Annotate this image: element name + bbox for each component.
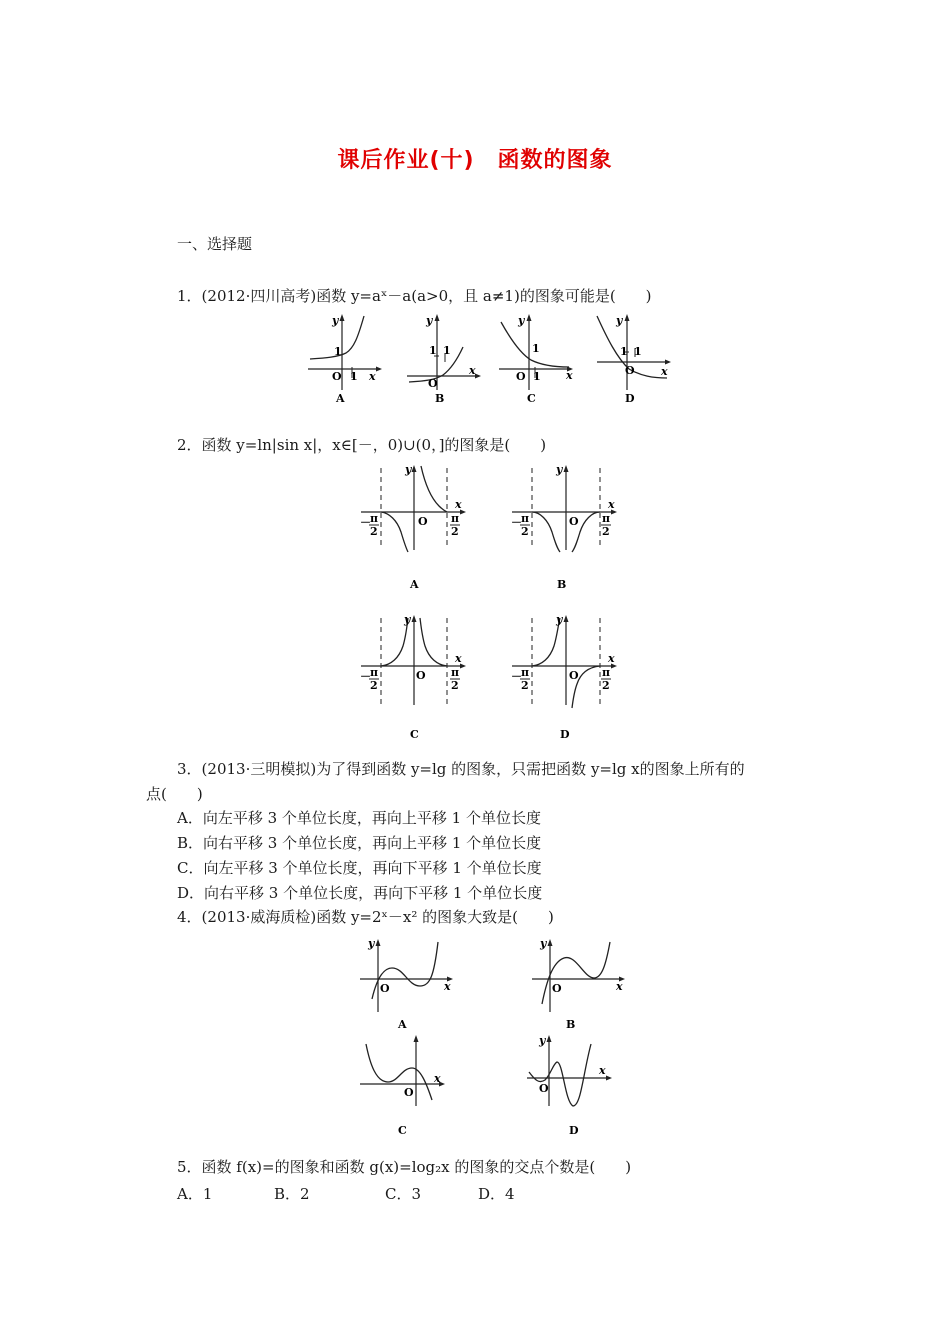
origin-label: O — [428, 377, 438, 390]
q1-graph-c — [497, 312, 577, 407]
option-label-b: B — [435, 392, 445, 405]
y-axis-label: y — [368, 937, 375, 950]
q1-graph-b — [405, 312, 485, 407]
page-title: 课后作业(十) 函数的图象 — [337, 148, 613, 173]
x-axis-label: x — [608, 652, 615, 665]
q5-option-a: A．1 — [177, 1185, 213, 1203]
pi-label: π — [521, 666, 530, 679]
q1-graph-d — [595, 312, 675, 407]
option-label-d: D — [560, 728, 570, 741]
two-label: 2 — [521, 525, 529, 538]
q3-option-c: C．向左平移 3 个单位长度，再向下平移 1 个单位长度 — [177, 859, 542, 877]
y-axis-label: y — [426, 314, 433, 327]
x-axis-label: x — [444, 980, 451, 993]
q3-option-a: A．向左平移 3 个单位长度，再向上平移 1 个单位长度 — [177, 809, 541, 827]
origin-label: O — [569, 515, 579, 528]
origin-label: O — [416, 669, 426, 682]
x-axis-label: x — [616, 980, 623, 993]
y-axis-label: y — [404, 613, 411, 626]
question-4: 4．(2013·威海质检)函数 y=2ˣ－x² 的图象大致是( ) — [177, 908, 554, 926]
q4-graph-d — [525, 1034, 625, 1137]
origin-label: O — [332, 370, 342, 383]
q2-graph-b — [502, 460, 622, 595]
two-label: 2 — [602, 679, 610, 692]
section-heading: 一、选择题 — [177, 235, 253, 253]
y-axis-label: y — [616, 314, 623, 327]
x-axis-label: x — [455, 498, 462, 511]
x-axis-label: x — [455, 652, 462, 665]
q3-option-d: D．向右平移 3 个单位长度，再向下平移 1 个单位长度 — [177, 884, 543, 902]
tick-label: 1 — [532, 342, 540, 355]
origin-label: O — [380, 982, 390, 995]
origin-label: O — [418, 515, 428, 528]
q3-option-b: B．向右平移 3 个单位长度，再向上平移 1 个单位长度 — [177, 834, 542, 852]
option-label-c: C — [410, 728, 419, 741]
q5-option-c: C．3 — [385, 1185, 422, 1203]
q2-graph-d — [502, 610, 622, 745]
y-axis-label: y — [332, 314, 339, 327]
q5-option-b: B．2 — [274, 1185, 310, 1203]
x-axis-label: x — [608, 498, 615, 511]
option-label-b: B — [566, 1018, 576, 1031]
two-label: 2 — [370, 679, 378, 692]
q4-graph-c — [358, 1034, 458, 1137]
origin-label: O — [516, 370, 526, 383]
option-label-a: A — [410, 578, 419, 591]
origin-label: O — [625, 364, 635, 377]
option-label-d: D — [569, 1124, 579, 1137]
tick-label: 1 — [634, 345, 642, 358]
y-axis-label: y — [540, 937, 547, 950]
two-label: 2 — [451, 679, 459, 692]
q2-graph-a — [355, 460, 475, 595]
y-axis-label: y — [556, 613, 563, 626]
x-axis-label: x — [434, 1072, 441, 1085]
y-axis-label: y — [539, 1034, 546, 1047]
q1-graph-a — [306, 312, 386, 407]
pi-label: π — [521, 512, 530, 525]
origin-label: O — [552, 982, 562, 995]
pi-label: π — [451, 512, 460, 525]
option-label-d: D — [625, 392, 635, 405]
pi-label: π — [370, 512, 379, 525]
tick-label: 1 — [334, 345, 342, 358]
option-label-a: A — [336, 392, 345, 405]
tick-label: 1 — [620, 345, 628, 358]
question-1: 1．(2012·四川高考)函数 y=aˣ－a(a>0，且 a≠1)的图象可能是( ) — [177, 287, 652, 305]
two-label: 2 — [451, 525, 459, 538]
q2-graph-c — [355, 610, 475, 745]
origin-label: O — [404, 1086, 414, 1099]
option-label-a: A — [398, 1018, 407, 1031]
two-label: 2 — [602, 525, 610, 538]
pi-label: π — [602, 666, 611, 679]
minus-sign: － — [511, 516, 522, 529]
option-label-b: B — [557, 578, 567, 591]
minus-sign: － — [360, 516, 371, 529]
tick-label: 1 — [429, 344, 437, 357]
option-label-c: C — [398, 1124, 407, 1137]
pi-label: π — [451, 666, 460, 679]
q5-option-d: D．4 — [478, 1185, 515, 1203]
origin-label: O — [539, 1082, 549, 1095]
origin-label: O — [569, 669, 579, 682]
x-axis-label: x — [369, 370, 376, 383]
tick-label: 1 — [443, 344, 451, 357]
question-2: 2．函数 y=ln|sin x|，x∈[－，0)∪(0，]的图象是( ) — [177, 436, 547, 454]
pi-label: π — [602, 512, 611, 525]
x-axis-label: x — [661, 365, 668, 378]
two-label: 2 — [370, 525, 378, 538]
tick-label: 1 — [533, 370, 541, 383]
x-axis-label: x — [566, 369, 573, 382]
y-axis-label: y — [518, 314, 525, 327]
question-3: 3．(2013·三明模拟)为了得到函数 y=lg 的图象，只需把函数 y=lg x的图象上所有的 — [177, 760, 745, 778]
minus-sign: － — [360, 670, 371, 683]
question-5: 5．函数 f(x)=的图象和函数 g(x)=log₂x 的图象的交点个数是( ) — [177, 1158, 632, 1176]
x-axis-label: x — [469, 364, 476, 377]
q4-graph-a — [358, 934, 458, 1034]
q4-graph-b — [530, 934, 630, 1034]
pi-label: π — [370, 666, 379, 679]
minus-sign: － — [511, 670, 522, 683]
tick-label: 1 — [350, 370, 358, 383]
y-axis-label: y — [556, 463, 563, 476]
y-axis-label: y — [405, 463, 412, 476]
x-axis-label: x — [599, 1064, 606, 1077]
two-label: 2 — [521, 679, 529, 692]
question-3-cont: 点( ) — [146, 785, 203, 803]
option-label-c: C — [527, 392, 536, 405]
